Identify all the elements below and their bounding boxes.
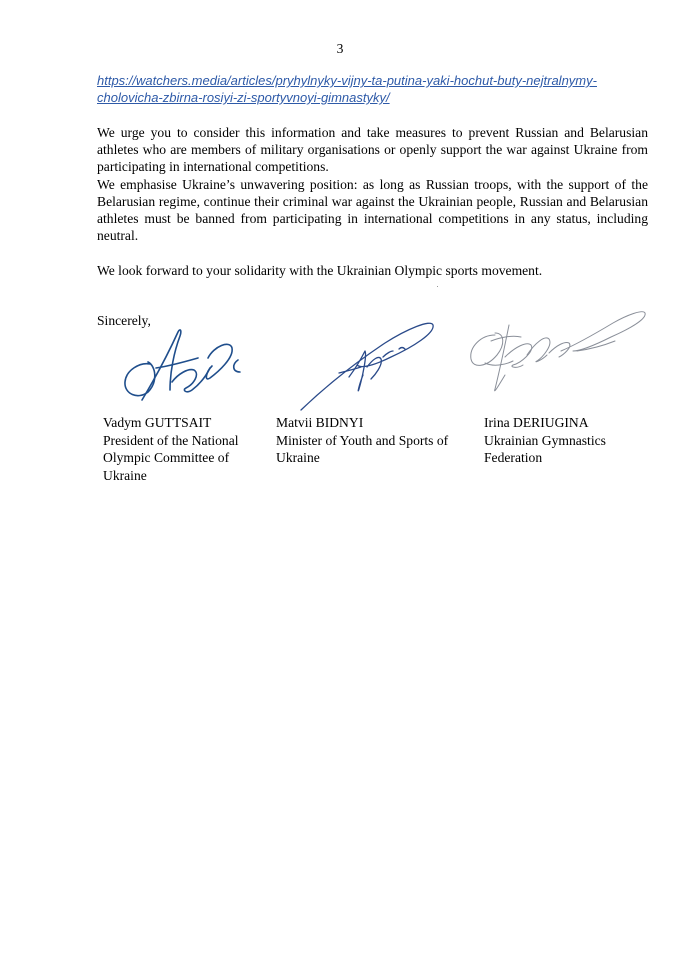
signature-deriugina (465, 305, 650, 400)
signer-name: Matvii BIDNYI (276, 415, 364, 430)
signer-title-line: Ukraine (276, 450, 320, 465)
signer-title-line: Ukraine (103, 467, 147, 483)
signer-guttsait (103, 414, 268, 484)
closing-salutation: Sincerely, (97, 313, 151, 328)
signer-title-line: President of the National (103, 432, 239, 448)
signer-deriugina (484, 414, 644, 467)
source-link-block[interactable] (97, 72, 657, 106)
source-link-line-1[interactable]: https://watchers.media/articles/pryhylnyky-vijny-ta-putina-yaki-hochut-buty-nejtralnymy- (97, 73, 597, 88)
paragraph-solidarity: We look forward to your solidarity with the Ukrainian Olympic sports movement. (97, 263, 543, 278)
page-number: 3 (336, 41, 344, 56)
paragraph-position: We emphasise Ukraine’s unwavering position: as long as Russian troops, with the support of the Belarusian regime, continue their criminal war against the Ukrainian people, Russian and Belarusian athletes must be banned from participating in international competitions in any status, including neutral. (97, 177, 648, 243)
source-link-line-2[interactable]: cholovicha-zbirna-rosiyi-zi-sportyvnoyi-gimnastyky/ (97, 90, 390, 105)
signer-name: Vadym GUTTSAIT (103, 415, 212, 430)
signature-guttsait (120, 322, 250, 404)
signer-title-line: Federation (484, 450, 543, 465)
signer-bidnyi (276, 414, 476, 467)
signer-title-line: Ukrainian Gymnastics (484, 432, 606, 448)
signature-bidnyi (295, 315, 440, 415)
scan-speck (437, 286, 438, 287)
signer-title-line: Olympic Committee of (103, 450, 230, 465)
paragraph-urge: We urge you to consider this information and take measures to prevent Russian and Belarusian athletes who are members of military organisations or openly support the war against Ukraine from participating in international competitions. (97, 125, 648, 174)
signer-title-line: Minister of Youth and Sports of (276, 432, 449, 448)
signer-name: Irina DERIUGINA (484, 415, 589, 430)
